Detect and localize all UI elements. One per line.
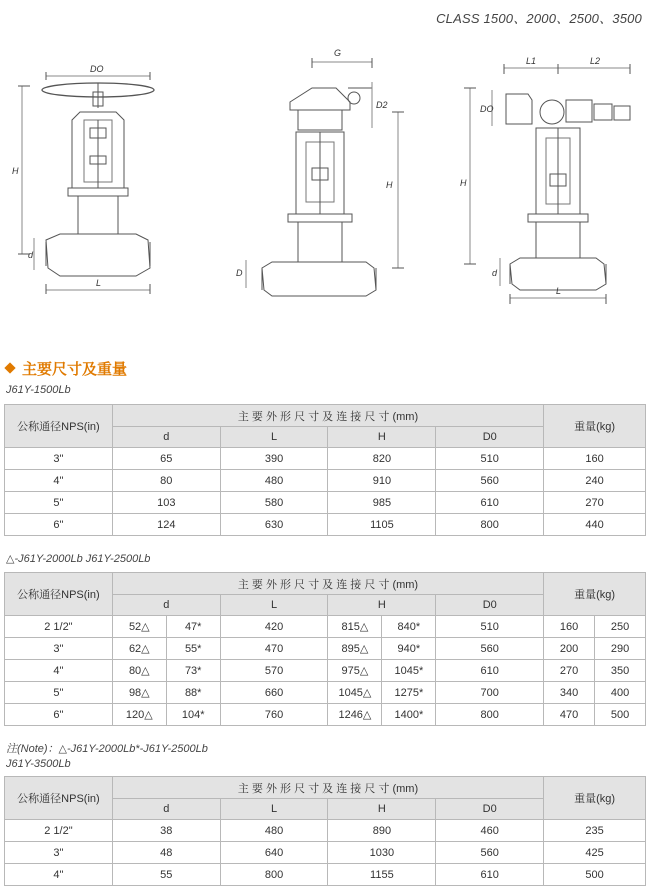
table-row xyxy=(5,864,646,886)
cell: 104* xyxy=(166,704,220,726)
cell: 820 xyxy=(328,448,436,470)
table-row xyxy=(5,638,646,660)
cell: 390 xyxy=(220,448,328,470)
cell: 55* xyxy=(166,638,220,660)
cell: 270 xyxy=(544,492,646,514)
cell: 890 xyxy=(328,820,436,842)
label-do-right: DO xyxy=(480,104,494,114)
valve-drawings xyxy=(0,28,650,338)
cell: 510 xyxy=(436,448,544,470)
cell: 160 xyxy=(544,448,646,470)
table1-label: J61Y-1500Lb xyxy=(6,384,71,396)
label-do-left: DO xyxy=(90,64,104,74)
cell: 560 xyxy=(436,638,544,660)
table-row xyxy=(5,660,646,682)
header-l: L xyxy=(220,427,328,448)
label-l-right: L xyxy=(556,286,562,296)
table-row xyxy=(5,492,646,514)
table-row xyxy=(5,704,646,726)
handwheel-valve-drawing xyxy=(12,64,154,294)
cell: 2 1/2" xyxy=(5,820,113,842)
header-d: d xyxy=(112,799,220,820)
cell: 480 xyxy=(220,820,328,842)
header-h: H xyxy=(328,595,436,616)
cell: 340 xyxy=(544,682,595,704)
cell: 470 xyxy=(220,638,328,660)
cell: 425 xyxy=(544,842,646,864)
header-weight: 重量(kg) xyxy=(544,777,646,820)
label-d-left: d xyxy=(28,250,34,260)
header-d0: D0 xyxy=(436,799,544,820)
cell: 124 xyxy=(112,514,220,536)
cell: 640 xyxy=(220,842,328,864)
class-title: CLASS 1500、2000、2500、3500 xyxy=(436,11,642,26)
cell: 815△ xyxy=(328,616,382,638)
header-dims: 主 要 外 形 尺 寸 及 连 接 尺 寸 (mm) xyxy=(112,405,543,427)
cell: 5" xyxy=(5,492,113,514)
cell: 2 1/2" xyxy=(5,616,113,638)
cell: 4" xyxy=(5,470,113,492)
cell: 895△ xyxy=(328,638,382,660)
cell: 350 xyxy=(595,660,646,682)
cell: 6" xyxy=(5,704,113,726)
cell: 610 xyxy=(436,864,544,886)
cell: 630 xyxy=(220,514,328,536)
header-dims: 主 要 外 形 尺 寸 及 连 接 尺 寸 (mm) xyxy=(112,573,543,595)
cell: 38 xyxy=(112,820,220,842)
cell: 80 xyxy=(112,470,220,492)
header-nps: 公称通径NPS(in) xyxy=(5,777,113,820)
label-h-left: H xyxy=(12,166,19,176)
cell: 200 xyxy=(544,638,595,660)
cell: 840* xyxy=(382,616,436,638)
header-l: L xyxy=(220,595,328,616)
label-d2-middle: D2 xyxy=(376,100,388,110)
table-row xyxy=(5,514,646,536)
cell: 62△ xyxy=(112,638,166,660)
cell: 55 xyxy=(112,864,220,886)
header-nps: 公称通径NPS(in) xyxy=(5,405,113,448)
cell: 940* xyxy=(382,638,436,660)
label-d-middle: D xyxy=(236,268,243,278)
cell: 3" xyxy=(5,842,113,864)
table2-label: △-J61Y-2000Lb J61Y-2500Lb xyxy=(6,553,151,565)
cell: 660 xyxy=(220,682,328,704)
cell: 975△ xyxy=(328,660,382,682)
table-row xyxy=(5,470,646,492)
cell: 88* xyxy=(166,682,220,704)
cell: 560 xyxy=(436,470,544,492)
cell: 800 xyxy=(436,704,544,726)
header-d0: D0 xyxy=(436,595,544,616)
table2-note: 注(Note)：△-J61Y-2000Lb*-J61Y-2500Lb xyxy=(6,743,208,755)
header-d: d xyxy=(112,427,220,448)
cell: 250 xyxy=(595,616,646,638)
table-row xyxy=(5,448,646,470)
cell: 470 xyxy=(544,704,595,726)
cell: 6" xyxy=(5,514,113,536)
cell: 235 xyxy=(544,820,646,842)
cell: 610 xyxy=(436,492,544,514)
header-h: H xyxy=(328,799,436,820)
cell: 1105 xyxy=(328,514,436,536)
cell: 570 xyxy=(220,660,328,682)
cell: 73* xyxy=(166,660,220,682)
cell: 3" xyxy=(5,448,113,470)
cell: 103 xyxy=(112,492,220,514)
table-row xyxy=(5,842,646,864)
cell: 48 xyxy=(112,842,220,864)
cell: 160 xyxy=(544,616,595,638)
table-2000-2500lb xyxy=(4,572,646,726)
section-heading-text: 主要尺寸及重量 xyxy=(22,361,128,378)
cell: 4" xyxy=(5,864,113,886)
cell: 500 xyxy=(544,864,646,886)
cell: 65 xyxy=(112,448,220,470)
cell: 290 xyxy=(595,638,646,660)
label-l2-right: L2 xyxy=(590,56,601,66)
header-dims: 主 要 外 形 尺 寸 及 连 接 尺 寸 (mm) xyxy=(112,777,543,799)
label-g-middle: G xyxy=(334,48,342,58)
table-3500lb xyxy=(4,776,646,886)
cell: 3" xyxy=(5,638,113,660)
cell: 440 xyxy=(544,514,646,536)
cell: 1246△ xyxy=(328,704,382,726)
diamond-icon xyxy=(4,362,15,373)
cell: 120△ xyxy=(112,704,166,726)
cell: 400 xyxy=(595,682,646,704)
cell: 1155 xyxy=(328,864,436,886)
cell: 52△ xyxy=(112,616,166,638)
label-d-right: d xyxy=(492,268,498,278)
table-row xyxy=(5,616,646,638)
table-row xyxy=(5,682,646,704)
header-h: H xyxy=(328,427,436,448)
cell: 98△ xyxy=(112,682,166,704)
header-l: L xyxy=(220,799,328,820)
cell: 460 xyxy=(436,820,544,842)
cell: 610 xyxy=(436,660,544,682)
table-row xyxy=(5,820,646,842)
cell: 1030 xyxy=(328,842,436,864)
label-l-left: L xyxy=(96,278,102,288)
cell: 800 xyxy=(220,864,328,886)
header-d0: D0 xyxy=(436,427,544,448)
label-h-middle: H xyxy=(386,180,393,190)
cell: 985 xyxy=(328,492,436,514)
cell: 5" xyxy=(5,682,113,704)
label-h-right: H xyxy=(460,178,467,188)
cell: 480 xyxy=(220,470,328,492)
label-l1-right: L1 xyxy=(526,56,537,66)
cell: 1045△ xyxy=(328,682,382,704)
header-weight: 重量(kg) xyxy=(544,573,646,616)
cell: 910 xyxy=(328,470,436,492)
electric-valve-drawing xyxy=(460,56,630,304)
section-heading xyxy=(6,358,127,379)
cell: 4" xyxy=(5,660,113,682)
cell: 700 xyxy=(436,682,544,704)
gear-valve-drawing xyxy=(236,48,404,296)
cell: 760 xyxy=(220,704,328,726)
header-d: d xyxy=(112,595,220,616)
cell: 580 xyxy=(220,492,328,514)
table-1500lb xyxy=(4,404,646,536)
header-nps: 公称通径NPS(in) xyxy=(5,573,113,616)
cell: 1400* xyxy=(382,704,436,726)
cell: 560 xyxy=(436,842,544,864)
cell: 80△ xyxy=(112,660,166,682)
cell: 800 xyxy=(436,514,544,536)
cell: 270 xyxy=(544,660,595,682)
header-weight: 重量(kg) xyxy=(544,405,646,448)
cell: 1275* xyxy=(382,682,436,704)
cell: 47* xyxy=(166,616,220,638)
table3-label: J61Y-3500Lb xyxy=(6,758,71,770)
cell: 500 xyxy=(595,704,646,726)
cell: 420 xyxy=(220,616,328,638)
cell: 1045* xyxy=(382,660,436,682)
cell: 510 xyxy=(436,616,544,638)
cell: 240 xyxy=(544,470,646,492)
